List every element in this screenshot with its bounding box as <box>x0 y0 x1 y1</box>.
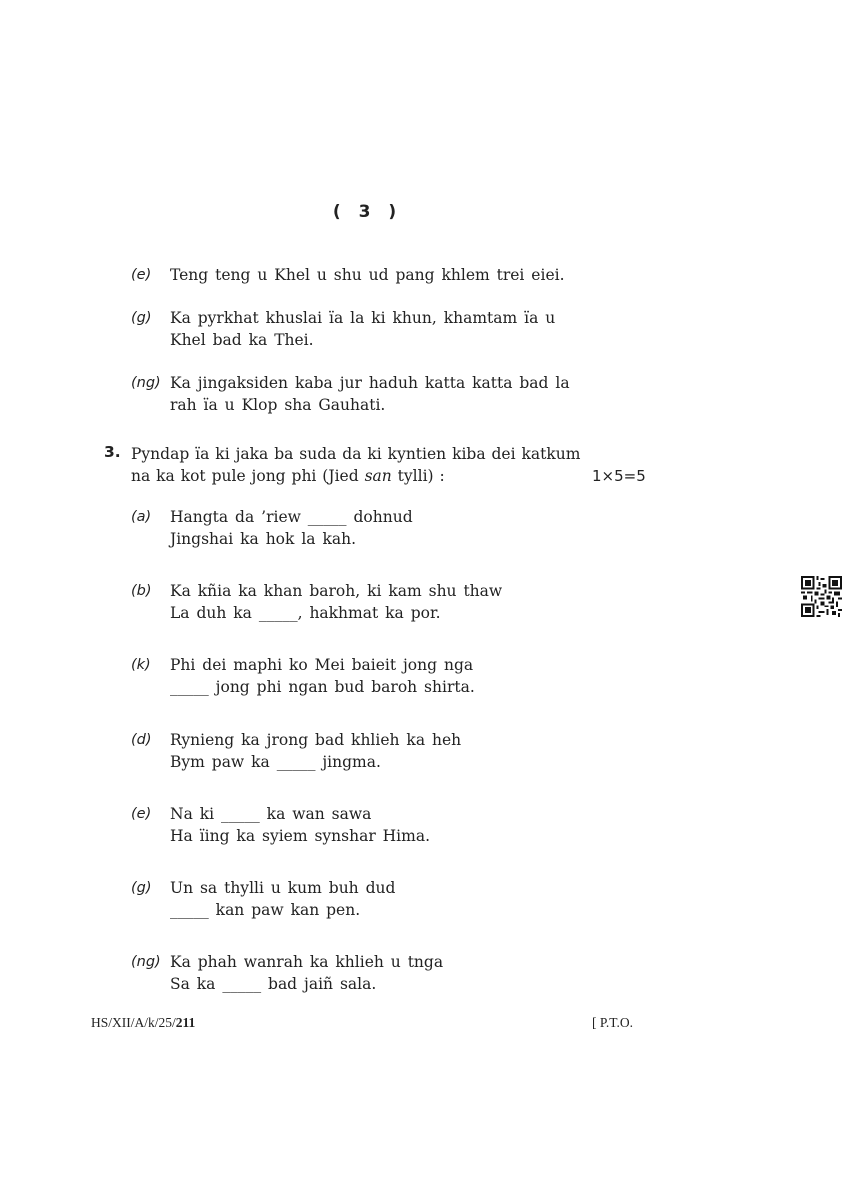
item-line: Teng teng u Khel u shu ud pang khlem trei eiei. <box>170 266 565 284</box>
question-line-part: na ka kot pule jong phi (Jied <box>131 467 365 485</box>
item-label: (g) <box>131 880 152 896</box>
item-line: Rynieng ka jrong bad khlieh ka heh <box>170 731 462 749</box>
item-line: Na ki _____ ka wan sawa <box>170 805 372 823</box>
question-line <box>131 465 580 487</box>
list-item <box>131 654 475 698</box>
question-text <box>131 443 580 487</box>
pto-note: [ P.T.O. <box>592 1015 634 1030</box>
item-line: _____ jong phi ngan bud baroh shirta. <box>170 678 475 696</box>
list-item <box>131 264 565 286</box>
item-line: Phi dei maphi ko Mei baieit jong nga <box>170 656 474 674</box>
item-label: (d) <box>131 732 152 748</box>
item-line: rah ïa u Klop sha Gauhati. <box>170 396 386 414</box>
item-line: Ka pyrkhat khuslai ïa la ki khun, khamtam ïa u <box>170 309 556 327</box>
list-item <box>131 372 570 416</box>
item-label: (k) <box>131 657 151 673</box>
item-line: Ka kñia ka khan baroh, ki kam shu thaw <box>170 582 503 600</box>
item-line: Ha ïing ka syiem synshar Hima. <box>170 827 431 845</box>
item-line: Bym paw ka _____ jingma. <box>170 753 381 771</box>
list-item <box>131 729 461 773</box>
item-label: (e) <box>131 806 152 822</box>
qr-code-icon <box>801 576 842 617</box>
list-item <box>131 877 395 921</box>
item-line: La duh ka _____, hakhmat ka por. <box>170 604 441 622</box>
paper-code-prefix: HS/XII/A/k/25/ <box>91 1015 176 1030</box>
item-line: _____ kan paw kan pen. <box>170 901 361 919</box>
item-label: (ng) <box>131 375 161 391</box>
question-marks: 1×5=5 <box>592 467 646 485</box>
paper-code-number: 211 <box>175 1015 196 1030</box>
question-line-part: tylli) : <box>391 467 445 485</box>
item-line: Hangta da ’riew _____ dohnud <box>170 508 413 526</box>
item-line: Un sa thylli u kum buh dud <box>170 879 396 897</box>
item-line: Ka jingaksiden kaba jur haduh katta katta bad la <box>170 374 570 392</box>
item-line: Sa ka _____ bad jaiñ sala. <box>170 975 377 993</box>
list-item <box>131 803 430 847</box>
list-item <box>131 307 555 351</box>
item-label: (ng) <box>131 954 161 970</box>
item-label: (a) <box>131 509 152 525</box>
item-line: Khel bad ka Thei. <box>170 331 314 349</box>
question-line-italic: san <box>364 467 392 485</box>
item-label: (e) <box>131 267 152 283</box>
list-item <box>131 580 502 624</box>
item-line: Jingshai ka hok la kah. <box>170 530 357 548</box>
question-line: Pyndap ïa ki jaka ba suda da ki kyntien kiba dei katkum <box>131 445 581 463</box>
list-item <box>131 506 413 550</box>
item-label: (g) <box>131 310 152 326</box>
question-number: 3. <box>104 443 121 461</box>
paper-code <box>91 1015 195 1031</box>
page-number: ( 3 ) <box>332 202 403 222</box>
item-label: (b) <box>131 583 152 599</box>
list-item <box>131 951 443 995</box>
item-line: Ka phah wanrah ka khlieh u tnga <box>170 953 444 971</box>
